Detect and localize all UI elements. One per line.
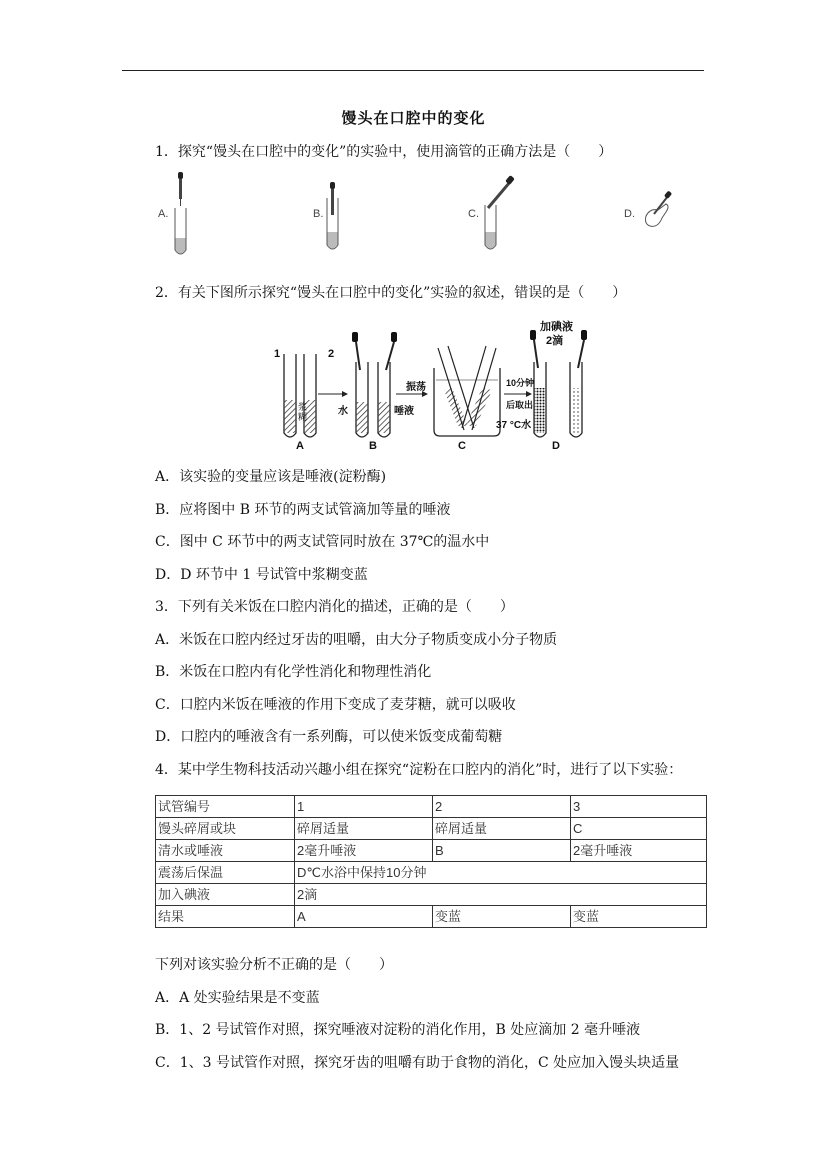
step-b-label: B <box>369 440 377 452</box>
takeout-label: 后取出 <box>506 400 534 410</box>
dropper-tilted-icon <box>480 170 520 262</box>
table-cell: 碎屑适量 <box>295 818 433 840</box>
q4-option-b: B．1、2 号试管作对照，探究唾液对淀粉的消化作用，B 处应滴加 2 毫升唾液 <box>155 1022 641 1038</box>
table-cell: 震荡后保温 <box>156 862 295 884</box>
iodine-label: 加碘液 <box>540 321 573 333</box>
time-label: 10分钟 <box>506 378 535 388</box>
saliva-label: 唾液 <box>394 406 414 417</box>
q1-stem: 1．探究“馒头在口腔中的变化”的实验中，使用滴管的正确方法是（ ） <box>155 144 613 160</box>
q4-stem: 4．某中学生物科技活动兴趣小组在探究“淀粉在口腔内的消化”时，进行了以下实验： <box>155 762 683 778</box>
table-row <box>156 862 707 884</box>
q1-option-a-label: A. <box>158 208 169 220</box>
table-cell: 清水或唾液 <box>156 840 295 862</box>
temp-label: 37 °C水 <box>496 420 532 431</box>
drops-label: 2滴 <box>546 335 564 347</box>
step-d-label: D <box>552 440 560 452</box>
table-row <box>156 796 707 818</box>
table-cell: 结果 <box>156 906 295 928</box>
dropper-hand-icon <box>642 188 676 238</box>
q2-option-b: B．应将图中 B 环节的两支试管滴加等量的唾液 <box>155 502 451 518</box>
q3-option-b: B．米饭在口腔内有化学性消化和物理性消化 <box>155 664 432 680</box>
q1-option-c-label: C. <box>468 208 479 220</box>
table-row <box>156 884 707 906</box>
table-row <box>156 840 707 862</box>
q1-option-d-label: D. <box>624 208 635 220</box>
table-row <box>156 818 707 840</box>
tube-2-label: 2 <box>328 348 335 360</box>
header-rule <box>122 70 704 71</box>
q2-option-c: C．图中 C 环节中的两支试管同时放在 37℃的温水中 <box>155 534 490 550</box>
experiment-table <box>155 795 707 928</box>
table-cell: C <box>571 818 707 840</box>
table-cell: 1 <box>295 796 433 818</box>
q1-dropper-figures <box>150 170 710 265</box>
water-label: 水 <box>338 406 348 417</box>
shake-label: 振荡 <box>406 382 426 393</box>
table-cell: 2滴 <box>295 884 707 906</box>
tube-1-label: 1 <box>274 348 281 360</box>
dropper-inside-tube-icon <box>322 170 352 262</box>
step-a-label: A <box>296 440 304 452</box>
q4-followup: 下列对该实验分析不正确的是（ ） <box>155 957 393 973</box>
table-cell: 加入碘液 <box>156 884 295 906</box>
page-title: 馒头在口腔中的变化 <box>341 109 486 127</box>
q3-option-d: D．口腔内的唾液含有一系列酶，可以使米饭变成葡萄糖 <box>155 729 503 745</box>
table-cell: 试管编号 <box>156 796 295 818</box>
q2-stem: 2．有关下图所示探究“馒头在口腔中的变化”实验的叙述，错误的是（ ） <box>155 285 627 301</box>
table-cell: 2 <box>433 796 571 818</box>
paste-label: 浆糊 <box>298 402 308 422</box>
q3-option-a: A．米饭在口腔内经过牙齿的咀嚼，由大分子物质变成小分子物质 <box>155 632 558 648</box>
table-cell: 馒头碎屑或块 <box>156 818 295 840</box>
table-cell: 碎屑适量 <box>433 818 571 840</box>
table-cell: B <box>433 840 571 862</box>
q4-option-c: C．1、3 号试管作对照，探究牙齿的咀嚼有助于食物的消化，C 处应加入馒头块适量 <box>155 1055 680 1071</box>
table-cell: D℃水浴中保持10分钟 <box>295 862 707 884</box>
table-cell: 2毫升唾液 <box>571 840 707 862</box>
q4-option-a: A．A 处实验结果是不变蓝 <box>155 990 320 1006</box>
q2-experiment-diagram <box>272 318 602 456</box>
table-cell: A <box>295 906 433 928</box>
table-cell: 2毫升唾液 <box>295 840 433 862</box>
table-cell: 变蓝 <box>433 906 571 928</box>
q2-option-d: D．D 环节中 1 号试管中浆糊变蓝 <box>155 567 368 583</box>
table-cell: 3 <box>571 796 707 818</box>
table-cell: 变蓝 <box>571 906 707 928</box>
step-c-label: C <box>458 440 466 452</box>
q1-option-b-label: B. <box>313 208 324 220</box>
q2-option-a: A．该实验的变量应该是唾液(淀粉酶) <box>155 469 387 485</box>
q3-stem: 3．下列有关米饭在口腔内消化的描述，正确的是（ ） <box>155 599 514 615</box>
q3-option-c: C．口腔内米饭在唾液的作用下变成了麦芽糖，就可以吸收 <box>155 697 516 713</box>
table-row <box>156 906 707 928</box>
dropper-vertical-above-icon <box>170 170 200 262</box>
